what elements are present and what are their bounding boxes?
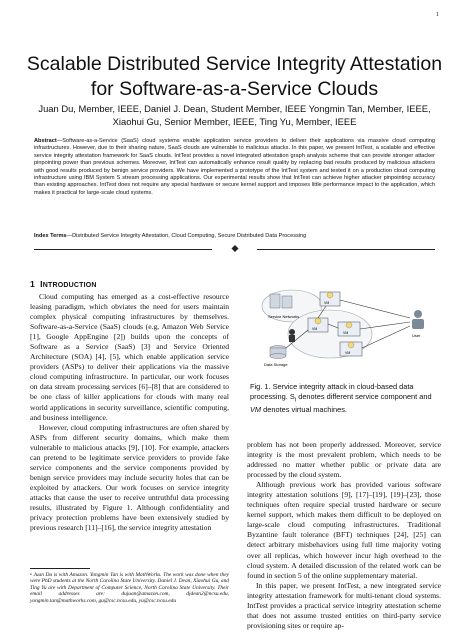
section-number: 1: [30, 279, 35, 289]
right-paragraph-3: In this paper, we present IntTest, a new integrated service integrity attestation framework for multi-tenant cloud systems. IntTest provides a practical service integrity attestation scheme that does not assume trusted entities on third-party service provisioning sites or require ap-: [247, 580, 441, 630]
section-heading: [30, 279, 97, 289]
abstract-text: —Software-as-a-Service (SaaS) cloud systems enable application service providers to deliver their applications via massive cloud computing infrastructures. However, due to their sharing nature, SaaS clouds are vulnerable to malicious attacks. In this paper, we present IntTest, a scalable and effective service integrity attestation framework for SaaS clouds. IntTest provides a novel integrated attestation graph analysis scheme that can provide stronger attacker pinpointing power than previous schemes. Moreover, IntTest can automatically enhance result quality by replacing bad results produced by malicious attackers with good results produced by benign service providers. We have implemented a prototype of the IntTest system and tested it on a production cloud computing infrastructure using IBM System S stream processing applications. Our experimental results show that IntTest can achieve higher attacker pinpointing accuracy than existing approaches. IntTest does not require any special hardware or secure kernel support and imposes little performance impact to the application, which makes it practical for large-scale cloud systems.: [34, 138, 435, 196]
intro-paragraph-1: Cloud computing has emerged as a cost-effective resource leasing paradigm, which obviates the need for users maintain complex physical computing infrastructures by themselves. Software-as-a-Service (SaaS) clouds (e.g, Amazon Web Service [1], Google AppEngine [2]) builds upon the concepts of Software as a Service (SaaS) [3] and Service Oriented Architecture (SOA) [4], [5], which enable application service providers (ASPs) to deliver their applications via the massive cloud computing infrastructure. In particular, our work focuses on data stream processing services [6]–[8] that are considered to be one class of killer applications for clouds with many real world applications in security surveillance, scientific computing, and business intelligence.: [30, 292, 229, 422]
user-icon: [412, 310, 424, 329]
vm-box-mid: [308, 318, 328, 332]
paper-title: Scalable Distributed Service Integrity Attestation for Software-as-a-Service Clouds: [26, 53, 443, 100]
svg-text:VM: VM: [343, 331, 349, 335]
svg-text:VM: VM: [324, 301, 330, 305]
svg-text:VM: VM: [345, 351, 351, 355]
divider-line-right: [257, 249, 435, 250]
left-column: [30, 292, 229, 533]
vm-box-top: [320, 292, 340, 306]
section-title-rest: NTRODUCTION: [42, 282, 97, 289]
section-title-initial: I: [40, 279, 43, 289]
intro-paragraph-2: However, cloud computing infrastructures are often shared by ASPs from different security domains, which make them vulnerable to malicious attacks [9], [10]. For example, attackers can pretend to be legitimate service providers to provide fake service components and the service components provided by benign service providers may include security holes that can be exploited by attackers. Our work focuses on service integrity attacks that cause the user to receive untruthful data processing results, illustrated by Figure 1. Although confidentiality and privacy protection problems have been extensively studied by previous research [11]–[16], the service integrity attestation: [30, 422, 229, 533]
right-column: [247, 440, 441, 631]
author-line-1: Juan Du, Member, IEEE, Daniel J. Dean, Student Member, IEEE Yongmin Tan, Member, IEEE,: [38, 103, 431, 114]
service-networks-label: Service Networks: [268, 314, 300, 319]
divider-line-left: [34, 249, 212, 250]
figure-1-caption: Fig. 1. Service integrity attack in cloud-based data processing. $S_i$ denotes different service component and VM denotes virtual machines.: [250, 382, 432, 414]
right-paragraph-1: problem has not been properly addressed. Moreover, service integrity is the most prevalent problem, which needs to be addressed no matter whether public or private data are processed by the cloud system.: [247, 440, 441, 480]
index-terms-text: —Distributed Service Integrity Attestation, Cloud Computing, Secure Distributed Data Processing: [66, 233, 307, 239]
index-terms: [34, 233, 435, 240]
footnote-text: Juan Du is with Amazon. Yongmin Tan is with MathWorks. The work was done when they were PhD students at the North Carolina State University. Daniel J. Dean, Xiaohui Gu, and Ting Yu are with Department of Computer Science, North Carolina State University. Their email addresses are: dujuan@amazon.com, djdean2@ncsu.edu, yongmin.tan@mathworks.com, gu@csc.ncsu.edu, yu@csc.ncsu.edu: [30, 572, 229, 604]
page-number: 1: [436, 12, 439, 18]
divider-diamond-icon: [231, 245, 238, 252]
figure-1-diagram: [250, 284, 440, 372]
user-label: User: [412, 333, 421, 338]
section-divider: [34, 246, 435, 253]
footnote-bullet-icon: •: [30, 572, 32, 578]
right-paragraph-2: Although previous work has provided various software integrity attestation solutions [9], [17]–[19], [19]–[23], those techniques often require special trusted hardware or secure kernel support, which makes them difficult to be deployed on large-scale cloud computing infrastructures. Traditional Byzantine fault tolerance (BFT) techniques [24], [25] can detect arbitrary misbehaviors using full time majority voting over all replicas, which however incur high overhead to the cloud system. A detailed discussion of the related work can be found in section 5 of the online supplementary material.: [247, 480, 441, 580]
svg-text:VM: VM: [312, 327, 318, 331]
author-line-2: Xiaohui Gu, Senior Member, IEEE, Ting Yu, Member, IEEE: [112, 116, 357, 127]
vm-box-bottom: [340, 342, 362, 356]
data-storage-label: Data Storage: [264, 362, 288, 367]
author-footnote: [30, 572, 229, 604]
abstract: [34, 138, 435, 197]
attacker-icon: [289, 329, 295, 342]
data-storage-icon: [270, 346, 286, 359]
index-terms-label: Index Terms: [34, 233, 67, 239]
footnote-rule: [30, 568, 90, 569]
vm-box-right: [338, 322, 360, 336]
abstract-label: Abstract: [34, 138, 57, 144]
author-list: [20, 102, 449, 128]
